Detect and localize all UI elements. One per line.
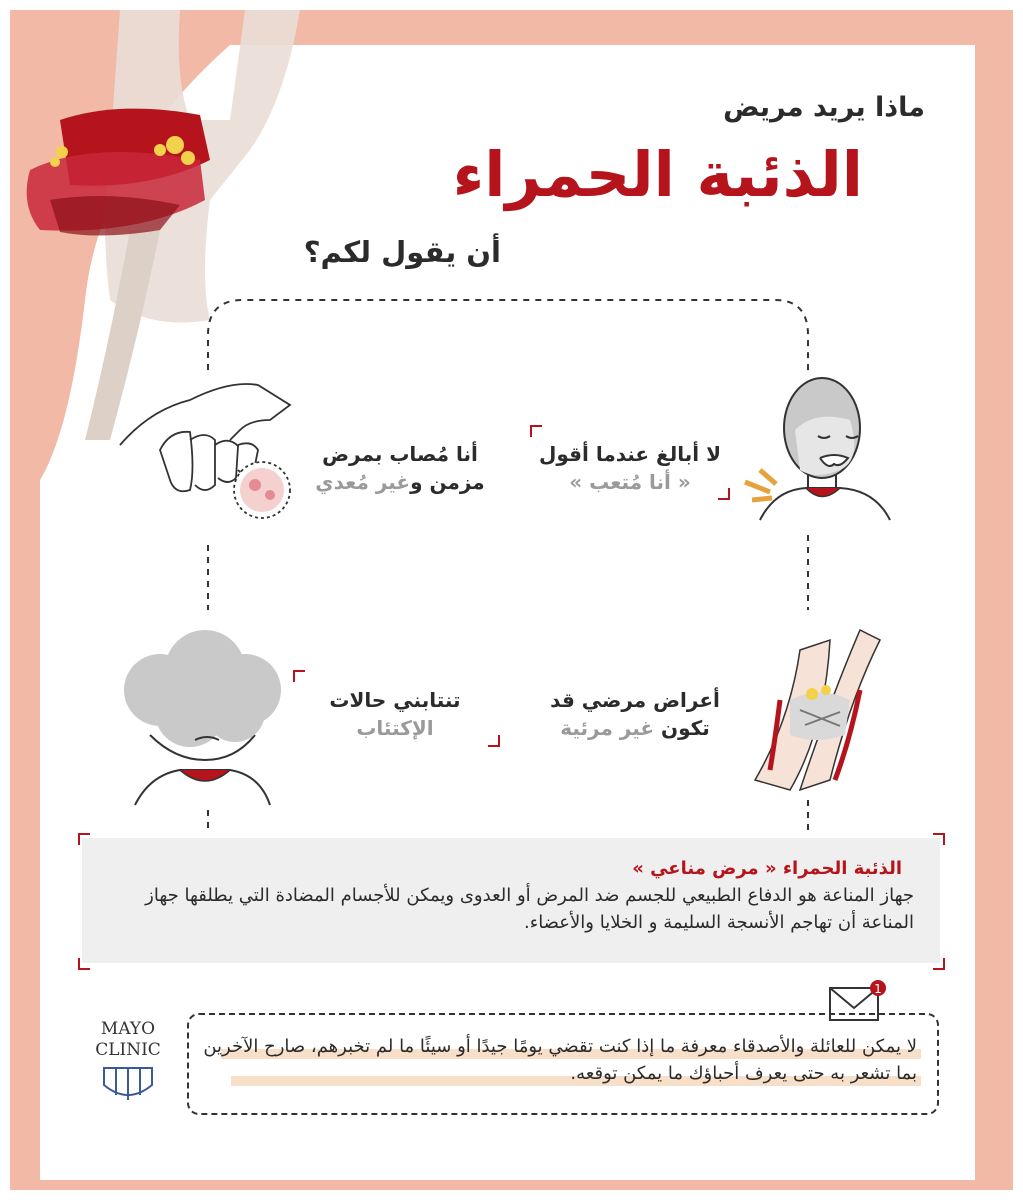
- info-box: [82, 838, 940, 963]
- bracket-corner: [933, 833, 945, 845]
- info-title: الذئبة الحمراء « مرض مناعي »: [632, 858, 902, 879]
- tip-invisible-line2b: غير مرئية: [560, 716, 655, 740]
- logo-line2: CLINIC: [95, 1040, 161, 1060]
- bracket-corner: [293, 670, 305, 682]
- tip-invisible-line2a: تكون: [654, 716, 710, 740]
- title-top: ماذا يريد مريض: [723, 92, 925, 123]
- tip-invisible: [540, 686, 730, 742]
- inflamed-joint-icon: [755, 630, 880, 790]
- bracket-corner: [933, 958, 945, 970]
- hand-rash-icon: [120, 384, 290, 518]
- tip-depression: [300, 686, 490, 742]
- tip-chronic: [300, 440, 500, 496]
- info-body: جهاز المناعة هو الدفاع الطبيعي للجسم ضد المرض أو العدوى ويمكن للأجسام المضادة التي يطلقها جهاز المناعة أن تهاجم الأنسجة السليمة و الخلايا والأعضاء.: [145, 885, 914, 933]
- tip-tired-line2: « أنا مُتعب »: [569, 470, 691, 494]
- title-main: الذئبة الحمراء: [452, 138, 863, 211]
- tip-tired: [530, 440, 730, 496]
- tip-chronic-line2a: مزمن و: [410, 470, 485, 494]
- tip-tired-line1: لا أبالغ عندما أقول: [539, 442, 721, 466]
- note-box: [187, 1013, 939, 1115]
- bracket-corner: [530, 425, 542, 437]
- notification-badge: [870, 980, 886, 996]
- tip-chronic-line1: أنا مُصاب بمرض: [322, 442, 478, 466]
- depressed-person-icon: [124, 630, 281, 805]
- bracket-corner: [78, 958, 90, 970]
- dashed-connectors: [208, 300, 808, 833]
- mayo-clinic-shield-icon: [104, 1068, 152, 1100]
- title-sub: أن يقول لكم؟: [303, 235, 501, 269]
- note-text: لا يمكن للعائلة والأصدقاء معرفة ما إذا كنت تقضي يومًا جيدًا أو سيئًا ما لم تخبرهم، صارح الآخرين بما تشعر به حتى يعرف أحباؤك ما يمكن توقعه.: [203, 1036, 917, 1084]
- svg-text:1: 1: [874, 982, 882, 996]
- tip-chronic-line2b: غير مُعدي: [315, 470, 411, 494]
- tip-invisible-line1: أعراض مرضي قد: [550, 688, 720, 712]
- tired-person-icon: [745, 378, 890, 520]
- logo-line1: MAYO: [100, 1019, 156, 1039]
- tip-depression-line1: تنتابني حالات: [329, 688, 461, 712]
- bracket-corner: [78, 833, 90, 845]
- tip-depression-line2: الإكتئاب: [356, 716, 434, 740]
- mayo-clinic-logo: [86, 1019, 170, 1061]
